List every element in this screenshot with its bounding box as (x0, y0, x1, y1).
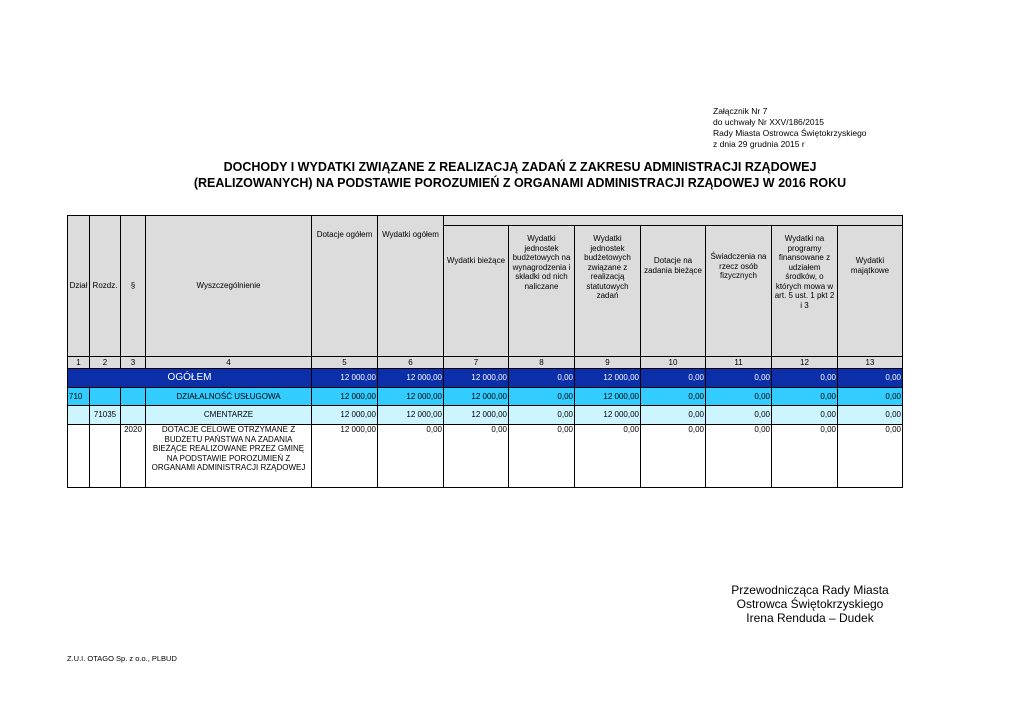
rozdzial-cell: 12 000,00 (444, 406, 509, 425)
annex-note (713, 106, 867, 150)
empty-cell (121, 388, 146, 406)
paragraf-cell: 0,00 (706, 425, 772, 488)
col-number: 8 (509, 357, 575, 369)
dzial-cell: 12 000,00 (312, 388, 378, 406)
annex-council: Rady Miasta Ostrowca Świętokrzyskiego (713, 128, 867, 138)
table-row-rozdzial (68, 406, 903, 425)
header-statutowe: Wydatki jednostek budżetowych związane z realizacją statutowych zadań (575, 226, 641, 357)
annex-resolution: do uchwały Nr XXV/186/2015 (713, 117, 825, 127)
footer-credit: Z.U.I. OTAGO Sp. z o.o., PLBUD (67, 654, 177, 663)
dzial-cell: 0,00 (706, 388, 772, 406)
col-number: 11 (706, 357, 772, 369)
header-majatkowe: Wydatki majątkowe (838, 226, 903, 357)
rozdzial-code: 71035 (90, 406, 121, 425)
paragraf-cell: 0,00 (509, 425, 575, 488)
table-row-total (68, 369, 903, 388)
col-number: 13 (838, 357, 903, 369)
document-title (150, 159, 890, 191)
total-cell: 0,00 (641, 369, 706, 388)
header-dotacje-ogolem: Dotacje ogółem (312, 216, 378, 357)
title-line-1: DOCHODY I WYDATKI ZWIĄZANE Z REALIZACJĄ ZADAŃ Z ZAKRESU ADMINISTRACJI RZĄDOWEJ (223, 160, 817, 174)
col-number: 10 (641, 357, 706, 369)
column-number-row (68, 357, 903, 369)
col-number: 4 (146, 357, 312, 369)
paragraf-cell: 0,00 (378, 425, 444, 488)
rozdzial-cell: 0,00 (838, 406, 903, 425)
dzial-cell: 0,00 (838, 388, 903, 406)
annex-number: Załącznik Nr 7 (713, 106, 768, 116)
dzial-code: 710 (68, 388, 90, 406)
empty-cell (90, 425, 121, 488)
paragraf-cell: 12 000,00 (312, 425, 378, 488)
col-number: 3 (121, 357, 146, 369)
header-swiadczenia: Świadczenia na rzecz osób fizycznych (706, 226, 772, 357)
col-number: 7 (444, 357, 509, 369)
header-group-spacer (444, 216, 903, 226)
header-row-upper (68, 216, 903, 226)
signature-role: Przewodnicząca Rady Miasta (731, 583, 889, 597)
header-wynagrodzenia: Wydatki jednostek budżetowych na wynagrodzenia i składki od nich naliczane (509, 226, 575, 357)
rozdzial-cell: 0,00 (706, 406, 772, 425)
dzial-cell: 0,00 (641, 388, 706, 406)
signature-name: Irena Renduda – Dudek (746, 611, 874, 625)
table-row-paragraf (68, 425, 903, 488)
dzial-cell: 0,00 (509, 388, 575, 406)
rozdzial-label: CMENTARZE (146, 406, 312, 425)
header-programy: Wydatki na programy finansowane z udziałem środków, o których mowa w art. 5 ust. 1 pkt 2 i 3 (772, 226, 838, 357)
empty-cell (68, 425, 90, 488)
total-cell: 0,00 (706, 369, 772, 388)
dzial-cell: 0,00 (772, 388, 838, 406)
rozdzial-cell: 12 000,00 (378, 406, 444, 425)
total-cell: 0,00 (772, 369, 838, 388)
total-cell: 12 000,00 (575, 369, 641, 388)
rozdzial-cell: 12 000,00 (312, 406, 378, 425)
col-number: 9 (575, 357, 641, 369)
col-number: 12 (772, 357, 838, 369)
annex-date: z dnia 29 grudnia 2015 r (713, 139, 805, 149)
total-cell: 12 000,00 (444, 369, 509, 388)
rozdzial-cell: 0,00 (772, 406, 838, 425)
paragraf-cell: 0,00 (575, 425, 641, 488)
table-row-dzial (68, 388, 903, 406)
empty-cell (90, 388, 121, 406)
empty-cell (121, 406, 146, 425)
signature-block (700, 583, 920, 625)
dzial-cell: 12 000,00 (444, 388, 509, 406)
signature-city: Ostrowca Świętokrzyskiego (736, 597, 884, 611)
col-number: 2 (90, 357, 121, 369)
dzial-label: DZIAŁALNOŚĆ USŁUGOWA (146, 388, 312, 406)
paragraf-cell: 0,00 (772, 425, 838, 488)
rozdzial-cell: 12 000,00 (575, 406, 641, 425)
total-cell: 0,00 (838, 369, 903, 388)
col-number: 5 (312, 357, 378, 369)
rozdzial-cell: 0,00 (509, 406, 575, 425)
paragraf-code: 2020 (121, 425, 146, 488)
total-cell: 12 000,00 (378, 369, 444, 388)
paragraf-label: DOTACJE CELOWE OTRZYMANE Z BUDŻETU PAŃSTWA NA ZADANIA BIEŻĄCE REALIZOWANE PRZEZ GMINĘ NA PODSTAWIE POROZUMIEŃ Z ORGANAMI ADMINISTRACJI RZĄDOWEJ (146, 425, 312, 488)
header-wydatki-biezace: Wydatki bieżące (444, 226, 509, 357)
header-wyszczegolnienie: Wyszczególnienie (146, 216, 312, 357)
header-dzial: Dział (68, 216, 90, 357)
paragraf-cell: 0,00 (444, 425, 509, 488)
header-dotacje-zadania: Dotacje na zadania bieżące (641, 226, 706, 357)
header-rozdz: Rozdz. (90, 216, 121, 357)
col-number: 1 (68, 357, 90, 369)
title-line-2: (REALIZOWANYCH) NA PODSTAWIE POROZUMIEŃ Z ORGANAMI ADMINISTRACJI RZĄDOWEJ W 2016 ROKU (193, 176, 847, 190)
paragraf-cell: 0,00 (641, 425, 706, 488)
budget-table (67, 215, 903, 488)
total-label: OGÓŁEM (68, 369, 312, 388)
paragraf-cell: 0,00 (838, 425, 903, 488)
dzial-cell: 12 000,00 (378, 388, 444, 406)
col-number: 6 (378, 357, 444, 369)
total-cell: 12 000,00 (312, 369, 378, 388)
header-paragraph: § (121, 216, 146, 357)
total-cell: 0,00 (509, 369, 575, 388)
header-wydatki-ogolem: Wydatki ogółem (378, 216, 444, 357)
dzial-cell: 12 000,00 (575, 388, 641, 406)
rozdzial-cell: 0,00 (641, 406, 706, 425)
empty-cell (68, 406, 90, 425)
